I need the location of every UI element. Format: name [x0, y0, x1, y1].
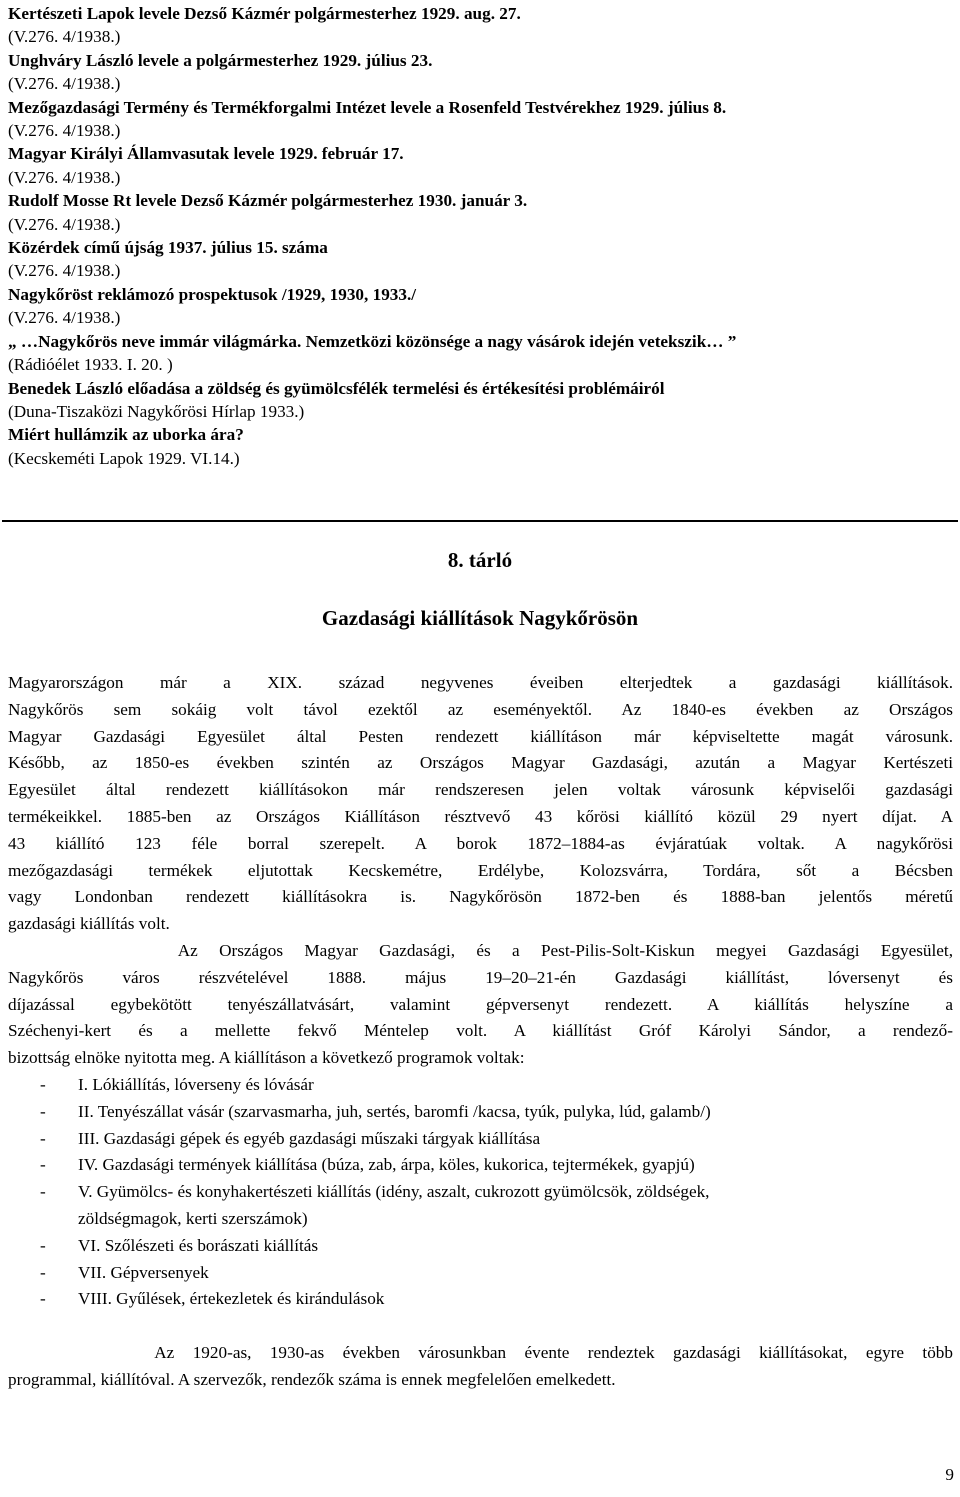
reference-title: Miért hullámzik az uborka ára? — [8, 425, 244, 445]
text-line: termékeikkel. 1885-ben az Országos Kiállításon résztvevő 43 kőrösi kiállító közül 29 nyert díjat. A — [8, 806, 953, 826]
program-item — [8, 1099, 953, 1126]
program-item — [8, 1179, 953, 1233]
list-dash: - — [40, 1155, 46, 1175]
text-line: Nagykőrös sem sokáig volt távol ezektől az eseményektől. Az 1840-es években az Országos — [8, 699, 953, 719]
paragraph-1 — [8, 670, 953, 938]
program-item-text: I. Lókiállítás, lóverseny és lóvásár — [78, 1074, 314, 1094]
program-item-text: zöldségmagok, kerti szerszámok) — [78, 1208, 308, 1228]
reference-title: Mezőgazdasági Termény és Termékforgalmi Intézet levele a Rosenfeld Testvérekhez 1929. július 8. — [8, 97, 727, 117]
reference-title: „ …Nagykőrös neve immár világmárka. Nemzetközi közönsége a nagy vásárok idején vetekszik… ” — [8, 331, 737, 351]
reference-source: (Duna-Tiszaközi Nagykőrösi Hírlap 1933.) — [8, 401, 305, 421]
program-item-text: V. Gyümölcs- és konyhakertészeti kiállítás (idény, aszalt, cukrozott gyümölcsök, zöldségek, — [78, 1182, 710, 1202]
reference-title: Rudolf Mosse Rt levele Dezső Kázmér polgármesterhez 1930. január 3. — [8, 191, 528, 211]
program-item — [8, 1126, 953, 1153]
reference-title: Magyar Királyi Államvasutak levele 1929. február 17. — [8, 144, 404, 164]
reference-source: (V.276. 4/1938.) — [8, 74, 121, 94]
program-item — [8, 1233, 953, 1260]
page-number: 9 — [945, 1465, 954, 1484]
spacer — [8, 1313, 953, 1340]
reference-source: (Kecskeméti Lapok 1929. VI.14.) — [8, 448, 240, 468]
program-item — [8, 1286, 953, 1313]
text-line: vagy Londonban rendezett kiállításokra is. Nagykőrösön 1872-ben és 1888-ban jelentős méretű — [8, 887, 953, 907]
text-line: programmal, kiállítóval. A szervezők, rendezők száma is ennek megfelelően emelkedett. — [8, 1369, 616, 1389]
horizontal-rule — [2, 520, 958, 522]
reference-source: (V.276. 4/1938.) — [8, 214, 121, 234]
reference-title: Nagykőröst reklámozó prospektusok /1929, 1930, 1933./ — [8, 284, 417, 304]
text-line: díjazással egybekötött tenyészállatvásárt, valamint gépversenyt rendezett. A kiállítás helyszíne a — [8, 994, 953, 1014]
list-dash: - — [40, 1182, 46, 1202]
reference-source: (V.276. 4/1938.) — [8, 167, 121, 187]
program-item-text: VIII. Gyűlések, értekezletek és kirándulások — [78, 1289, 385, 1309]
paragraph-2 — [8, 938, 953, 1072]
reference-title: Benedek László előadása a zöldség és gyümölcsfélék termelési és értékesítési problémáiról — [8, 378, 665, 398]
text-line: Később, az 1850-es években szintén az Országos Magyar Gazdasági, azután a Magyar Kertészeti — [8, 753, 953, 773]
program-item — [8, 1152, 953, 1179]
text-line: Nagykőrös város részvételével 1888. május 19–20–21-én Gazdasági kiállítást, lóversenyt és — [8, 967, 953, 987]
list-dash: - — [40, 1235, 46, 1255]
text-line: 43 kiállító 123 féle borral szerepelt. A borok 1872–1884-as évjáratúak voltak. A nagykőrösi — [8, 833, 953, 853]
program-list — [8, 1072, 953, 1313]
program-item — [8, 1072, 953, 1099]
reference-source: (V.276. 4/1938.) — [8, 27, 121, 47]
body-text — [8, 670, 953, 1394]
program-item-text: VI. Szőlészeti és borászati kiállítás — [78, 1235, 319, 1255]
text-line: mezőgazdasági termékek eljutottak Kecskemétre, Erdélybe, Kolozsvárra, Tordára, sőt a Bécsben — [8, 860, 953, 880]
text-line: gazdasági kiállítás volt. — [8, 914, 170, 934]
list-dash: - — [40, 1262, 46, 1282]
text-line: Magyarországon már a XIX. század negyvenes éveiben elterjedtek a gazdasági kiállítások. — [8, 673, 953, 692]
text-line: Egyesület által rendezett kiállításokon már rendszeresen jelen voltak városunk képviselői gazdasági — [8, 780, 953, 800]
reference-title: Kertészeti Lapok levele Dezső Kázmér polgármesterhez 1929. aug. 27. — [8, 4, 521, 23]
text-line: Magyar Gazdasági Egyesület által Pesten rendezett kiállításon már képviseltette magát városunk. — [8, 726, 953, 746]
list-dash: - — [40, 1289, 46, 1309]
list-dash: - — [40, 1128, 46, 1148]
reference-source: (Rádióélet 1933. I. 20. ) — [8, 355, 173, 375]
reference-source: (V.276. 4/1938.) — [8, 308, 121, 328]
section-title: Gazdasági kiállítások Nagykőrösön — [321, 606, 639, 630]
section-number: 8. tárló — [447, 548, 513, 572]
text-line: Az Országos Magyar Gazdasági, és a Pest-Pilis-Solt-Kiskun megyei Gazdasági Egyesület, — [8, 940, 953, 960]
reference-list — [8, 2, 953, 470]
reference-source: (V.276. 4/1938.) — [8, 261, 121, 281]
text-line: Széchenyi-kert és a mellette fekvő Méntelep volt. A kiállítást Gróf Károlyi Sándor, a rendező- — [8, 1021, 953, 1041]
list-dash: - — [40, 1101, 46, 1121]
reference-source: (V.276. 4/1938.) — [8, 121, 121, 141]
reference-title: Közérdek című újság 1937. július 15. száma — [8, 238, 328, 258]
text-line: Az 1920-as, 1930-as években városunkban évente rendeztek gazdasági kiállításokat, egyre több — [8, 1342, 953, 1362]
list-dash: - — [40, 1074, 46, 1094]
paragraph-3 — [8, 1340, 953, 1394]
program-item-text: II. Tenyészállat vásár (szarvasmarha, juh, sertés, baromfi /kacsa, tyúk, pulyka, lúd, galamb/) — [78, 1101, 711, 1121]
program-item-text: IV. Gazdasági termények kiállítása (búza, zab, árpa, köles, kukorica, tejtermékek, gyapjú) — [78, 1155, 695, 1175]
reference-title: Unghváry László levele a polgármesterhez 1929. július 23. — [8, 50, 433, 70]
text-line: bizottság elnöke nyitotta meg. A kiállításon a következő programok voltak: — [8, 1048, 525, 1068]
program-item-text: VII. Gépversenyek — [78, 1262, 209, 1282]
program-item — [8, 1260, 953, 1287]
program-item-text: III. Gazdasági gépek és egyéb gazdasági műszaki tárgyak kiállítása — [78, 1128, 541, 1148]
